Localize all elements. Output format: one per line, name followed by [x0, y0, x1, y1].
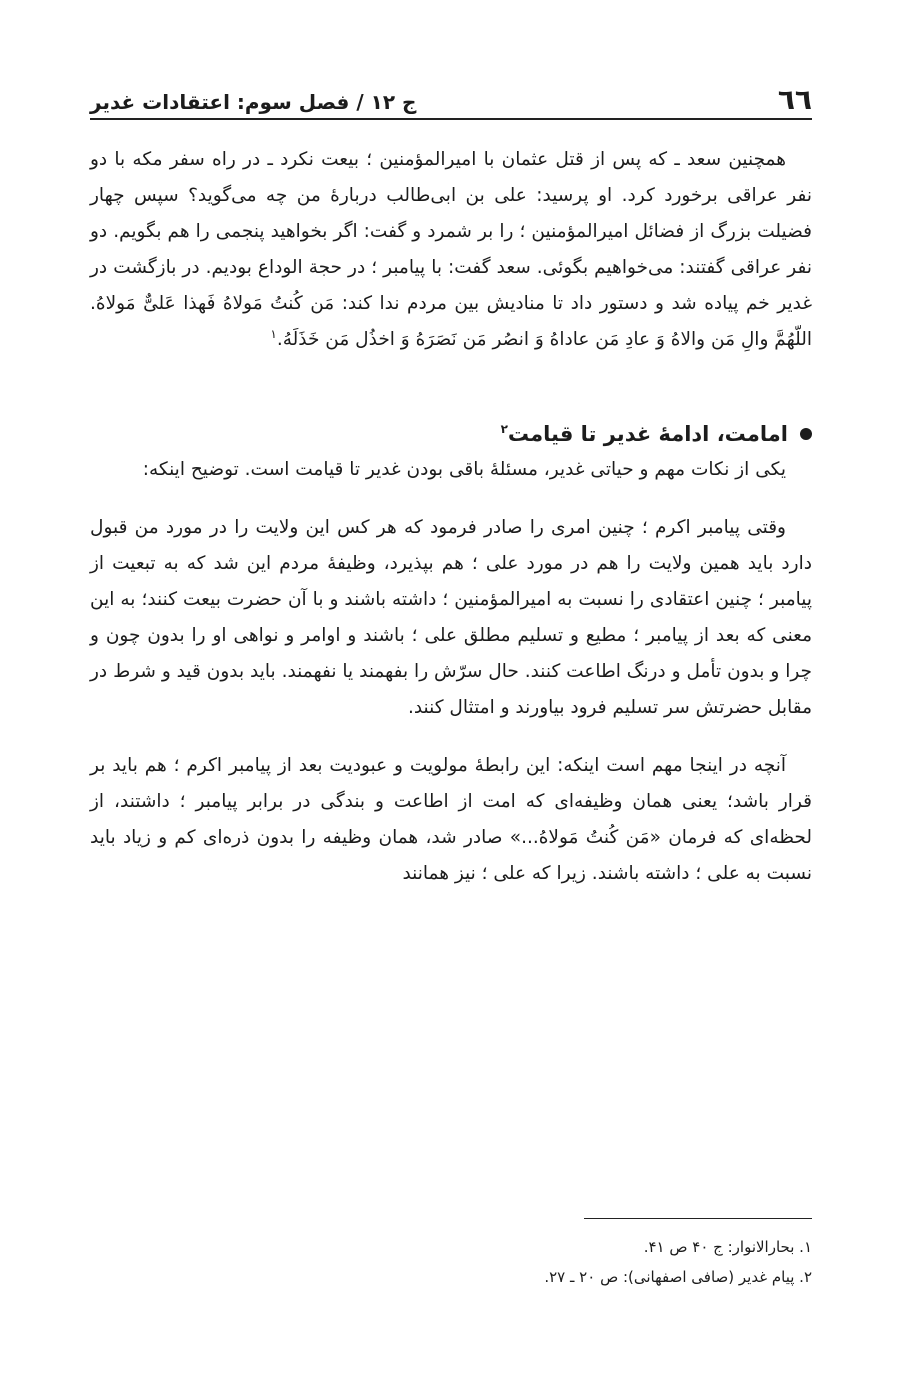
bullet-icon: [800, 428, 812, 440]
footnote-rule: [584, 1218, 812, 1219]
paragraph-continuation: آنچه در اینجا مهم است اینکه: این رابطهٔ مولویت و عبودیت بعد از پیامبر اکرم ؛ هم باید بر قرار باشد؛ یعنی همان وظیفه‌ای که امت از اطاعت و بندگی در برابر پیامبر ؛ داشتند، از لحظه‌ای که فرمان «مَن کُنتُ مَولاهُ...» صادر شد، همان وظیفه را بدون ذره‌ای کم و زیاد باید نسبت به علی ؛ داشته باشند. زیرا که علی ؛ نیز همانند: [90, 755, 812, 884]
book-page: [90, 0, 812, 1390]
footnote-1: ۱. بحارالانوار: ج ۴۰ ص ۴۱.: [643, 1238, 812, 1256]
running-title: ج ۱۲ / فصل سوم: اعتقادات غدیر: [90, 90, 417, 114]
footnote-2: ۲. پیام غدیر (صافی اصفهانی): ص ۲۰ ـ ۲۷.: [544, 1268, 812, 1286]
footnote-ref-2: ۲: [500, 422, 508, 436]
header-rule: [90, 118, 812, 120]
paragraph-text: همچنین سعد ـ که پس از قتل عثمان با امیرالمؤمنین ؛ بیعت نکرد ـ در راه سفر مکه با دو نفر عراقی برخورد کرد. او پرسید: علی بن ابی‌طالب دربارهٔ من چه می‌گوید؟ سپس چهار فضیلت بزرگ از فضائل امیرالمؤمنین ؛ را بر شمرد و گفت: اگر بخواهید پنجمی را هم بگویم. دو نفر عراقی گفتند: می‌خواهیم بگوئی. سعد گفت: با پیامبر ؛ در حجة الوداع بودیم. در بازگشت در غدیر خم پیاده شد و دستور داد تا منادیش بین مردم ندا کند: مَن کُنتُ مَولاهُ فَهذا عَلیٌّ مَولاهُ. اللّهُمَّ والِ مَن والاهُ وَ عادِ مَن عاداهُ وَ انصُر مَن نَصَرَهُ وَ اخذُل مَن خَذَلَهُ.: [90, 149, 812, 350]
section-heading-text: امامت، ادامهٔ غدیر تا قیامت: [507, 422, 788, 446]
body-text: [90, 142, 812, 892]
paragraph-saad-narration: [90, 142, 812, 358]
footnotes: [90, 1232, 812, 1292]
paragraph-obedience: وقتی پیامبر اکرم ؛ چنین امری را صادر فرمود که هر کس این ولایت را در مورد من قبول دارد باید همین ولایت را هم در مورد علی ؛ هم بپذیرد، وظیفهٔ مردم این شد که به تبعیت از پیامبر ؛ چنین اعتقادی را نسبت به امیرالمؤمنین ؛ داشته باشند و با آن حضرت بیعت کنند؛ به این معنی که بعد از پیامبر ؛ مطیع و تسلیم مطلق علی ؛ باشند و اوامر و نواهی او را بدون چون و چرا و بدون تأمل و درنگ اطاعت کنند. حال سرّش را بفهمند یا نفهمند. باید بدون قید و شرط در مقابل حضرتش سر تسلیم فرود بیاورند و امتثال کنند.: [90, 517, 812, 718]
section-heading: [90, 416, 812, 452]
page-number: ٦٦: [777, 83, 812, 116]
footnote-ref-1: ۱: [270, 326, 277, 341]
running-head: [90, 70, 812, 114]
paragraph-intro: یکی از نکات مهم و حیاتی غدیر، مسئلهٔ باقی بودن غدیر تا قیامت است. توضیح اینکه:: [142, 459, 786, 480]
